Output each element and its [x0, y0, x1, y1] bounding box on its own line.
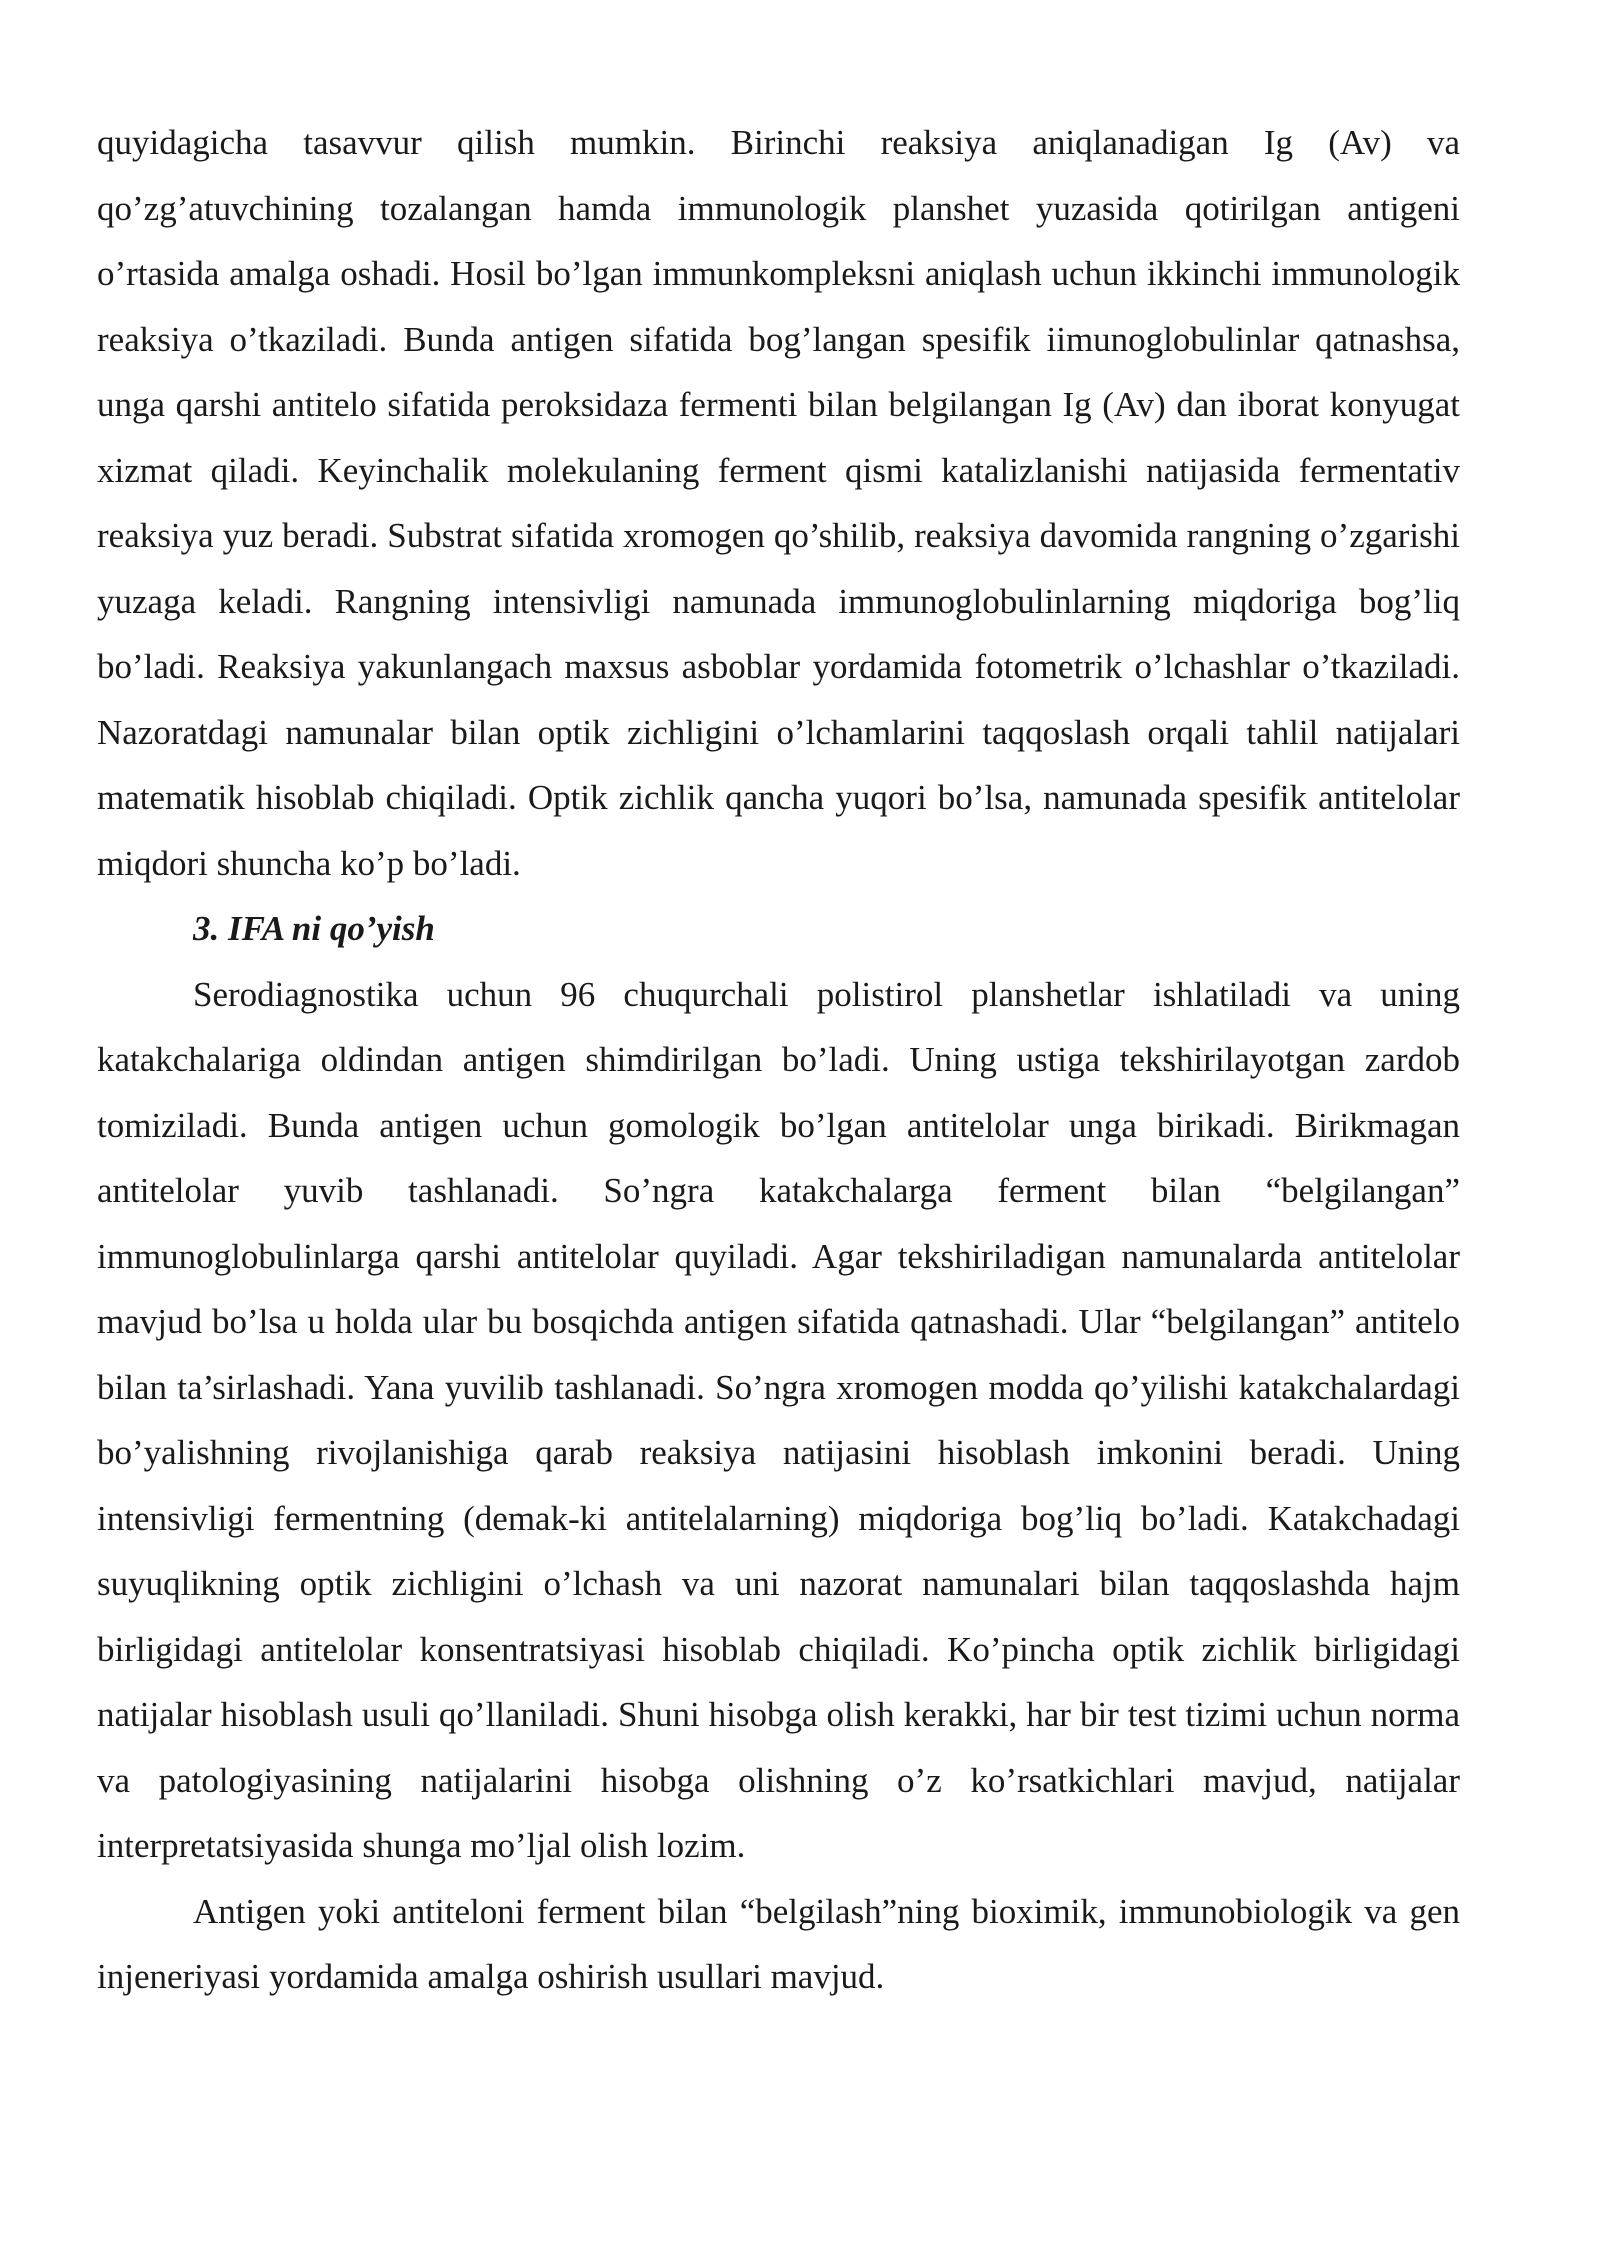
section-paragraph-1: Serodiagnostika uchun 96 chuqurchali polistirol planshetlar ishlatiladi va uning katakchalariga oldindan antigen shimdirilgan bo’ladi. Uning ustiga tekshirilayotgan zardob tomiziladi. Bunda antigen uchun gomologik bo’lgan antitelolar unga birikadi. Birikmagan antitelolar yuvib tashlanadi. So’ngra katakchalarga ferment bilan “belgilangan” immunoglobulinlarga qarshi antitelolar quyiladi. Agar tekshiriladigan namunalarda antitelolar mavjud bo’lsa u holda ular bu bosqichda antigen sifatida qatnashadi. Ular “belgilangan” antitelo bilan ta’sirlashadi. Yana yuvilib tashlanadi. So’ngra xromogen modda qo’yilishi katakchalardagi bo’yalishning rivojlanishiga qarab reaksiya natijasini hisoblash imkonini beradi. Uning intensivligi fermentning (demak-ki antitelalarning) miqdoriga bog’liq bo’ladi. Katakchadagi suyuqlikning optik zichligini o’lchash va uni nazorat namunalari bilan taqqoslashda hajm birligidagi antitelolar konsentratsiyasi hisoblab chiqiladi. Ko’pincha optik zichlik birligidagi natijalar hisoblash usuli qo’llaniladi. Shuni hisobga olish kerakki, har bir test tizimi uchun norma va patologiyasining natijalarini hisobga olishning o’z ko’rsatkichlari mavjud, natijalar interpretatsiyasida shunga mo’ljal olish lozim. — [97, 974, 1460, 1865]
intro-paragraph: quyidagicha tasavvur qilish mumkin. Birinchi reaksiya aniqlanadigan Ig (Av) va qo’zg’atuvchining tozalangan hamda immunologik planshet yuzasida qotirilgan antigeni o’rtasida amalga oshadi. Hosil bo’lgan immunkompleksni aniqlash uchun ikkinchi immunologik reaksiya o’tkaziladi. Bunda antigen sifatida bog’langan spesifik iimunoglobulinlar qatnashsa, unga qarshi antitelo sifatida peroksidaza fermenti bilan belgilangan Ig (Av) dan iborat konyugat xizmat qiladi. Keyinchalik molekulaning ferment qismi katalizlanishi natijasida fermentativ reaksiya yuz beradi. Substrat sifatida xromogen qo’shilib, reaksiya davomida rangning o’zgarishi yuzaga keladi. Rangning intensivligi namunada immunoglobulinlarning miqdoriga bog’liq bo’ladi. Reaksiya yakunlangach maxsus asboblar yordamida fotometrik o’lchashlar o’tkaziladi. Nazoratdagi namunalar bilan optik zichligini o’lchamlarini taqqoslash orqali tahlil natijalari matematik hisoblab chiqiladi. Optik zichlik qancha yuqori bo’lsa, namunada spesifik antitelolar miqdori shuncha ko’p bo’ladi. — [97, 123, 1460, 883]
section-paragraph-2: Antigen yoki antiteloni ferment bilan “belgilash”ning bioximik, immunobiologik va gen injeneriyasi yordamida amalga oshirish usullari mavjud. — [97, 1891, 1460, 1996]
document-page — [97, 110, 1460, 2010]
section-heading: 3. IFA ni qo’yish — [193, 909, 435, 948]
